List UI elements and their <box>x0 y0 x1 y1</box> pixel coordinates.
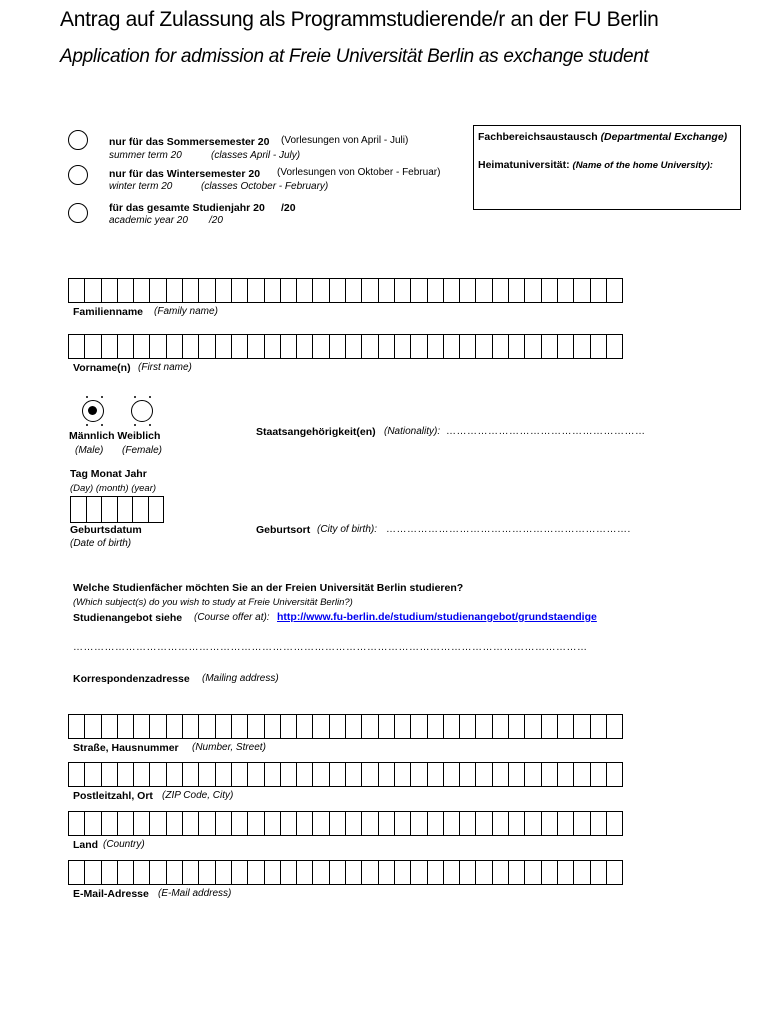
letter-cell[interactable] <box>459 860 476 885</box>
letter-cell[interactable] <box>215 811 232 836</box>
letter-cell[interactable] <box>475 762 492 787</box>
letter-cell[interactable] <box>280 334 297 359</box>
family-name-cells[interactable] <box>68 278 622 303</box>
home-en: (Name of the home University): <box>572 160 713 171</box>
radio-mark <box>134 424 136 426</box>
letter-cell[interactable] <box>117 278 134 303</box>
letter-cell[interactable] <box>149 762 166 787</box>
mailing-address-label: Korrespondenzadresse <box>73 673 190 685</box>
birth-cell[interactable] <box>86 496 103 523</box>
letter-cell[interactable] <box>345 278 362 303</box>
letter-cell[interactable] <box>182 334 199 359</box>
letter-cell[interactable] <box>166 860 183 885</box>
letter-cell[interactable] <box>410 334 427 359</box>
letter-cell[interactable] <box>378 278 395 303</box>
letter-cell[interactable] <box>508 762 525 787</box>
email-cells[interactable] <box>68 860 622 885</box>
academic-year-note: /20 <box>281 202 296 214</box>
letter-cell[interactable] <box>541 762 558 787</box>
letter-cell[interactable] <box>264 762 281 787</box>
study-question: Welche Studienfächer möchten Sie an der Freien Universität Berlin studieren? <box>73 582 464 594</box>
letter-cell[interactable] <box>247 714 264 739</box>
first-name-label: Vorname(n) <box>73 362 131 374</box>
letter-cell[interactable] <box>133 762 150 787</box>
letter-cell[interactable] <box>68 334 85 359</box>
letter-cell[interactable] <box>590 860 607 885</box>
letter-cell[interactable] <box>198 860 215 885</box>
letter-cell[interactable] <box>459 811 476 836</box>
letter-cell[interactable] <box>117 714 134 739</box>
birth-header: Tag Monat Jahr <box>70 468 147 480</box>
letter-cell[interactable] <box>606 714 623 739</box>
letter-cell[interactable] <box>231 860 248 885</box>
letter-cell[interactable] <box>264 334 281 359</box>
letter-cell[interactable] <box>410 714 427 739</box>
letter-cell[interactable] <box>296 334 313 359</box>
letter-cell[interactable] <box>443 334 460 359</box>
letter-cell[interactable] <box>166 714 183 739</box>
letter-cell[interactable] <box>117 334 134 359</box>
study-question-en: (Which subject(s) do you wish to study at Freie Universität Berlin?) <box>73 597 353 608</box>
first-name-en: (First name) <box>138 362 192 373</box>
letter-cell[interactable] <box>133 860 150 885</box>
letter-cell[interactable] <box>378 714 395 739</box>
letter-cell[interactable] <box>149 714 166 739</box>
country-cells[interactable] <box>68 811 622 836</box>
letter-cell[interactable] <box>84 334 101 359</box>
letter-cell[interactable] <box>541 278 558 303</box>
home-university-input[interactable] <box>478 176 733 204</box>
letter-cell[interactable] <box>166 334 183 359</box>
summer-term-en-note: (classes April - July) <box>211 150 301 161</box>
letter-cell[interactable] <box>427 714 444 739</box>
letter-cell[interactable] <box>590 334 607 359</box>
letter-cell[interactable] <box>149 860 166 885</box>
letter-cell[interactable] <box>606 811 623 836</box>
letter-cell[interactable] <box>345 860 362 885</box>
birth-date-cells[interactable] <box>70 496 163 523</box>
letter-cell[interactable] <box>524 334 541 359</box>
letter-cell[interactable] <box>312 334 329 359</box>
letter-cell[interactable] <box>133 811 150 836</box>
letter-cell[interactable] <box>557 811 574 836</box>
page-subtitle: Application for admission at Freie Universität Berlin as exchange student <box>60 46 649 67</box>
letter-cell[interactable] <box>492 334 509 359</box>
letter-cell[interactable] <box>492 714 509 739</box>
radio-winter-term[interactable] <box>68 165 88 185</box>
street-en: (Number, Street) <box>192 742 266 753</box>
letter-cell[interactable] <box>557 714 574 739</box>
letter-cell[interactable] <box>84 811 101 836</box>
letter-cell[interactable] <box>312 860 329 885</box>
academic-year-en: academic year 20 <box>109 215 188 226</box>
dept-en: (Departmental Exchange) <box>600 131 728 143</box>
letter-cell[interactable] <box>329 714 346 739</box>
birth-header-en: (Day) (month) (year) <box>70 483 157 494</box>
letter-cell[interactable] <box>459 714 476 739</box>
home-label: Heimatuniversität: <box>478 159 570 171</box>
letter-cell[interactable] <box>573 278 590 303</box>
letter-cell[interactable] <box>541 860 558 885</box>
zip-en: (ZIP Code, City) <box>162 790 234 801</box>
letter-cell[interactable] <box>117 860 134 885</box>
letter-cell[interactable] <box>345 762 362 787</box>
summer-term-label: nur für das Sommersemester 20 <box>109 136 270 148</box>
letter-cell[interactable] <box>133 334 150 359</box>
email-en: (E-Mail address) <box>158 888 232 899</box>
letter-cell[interactable] <box>231 714 248 739</box>
letter-cell[interactable] <box>280 811 297 836</box>
letter-cell[interactable] <box>101 860 118 885</box>
radio-mark <box>149 424 151 426</box>
letter-cell[interactable] <box>84 860 101 885</box>
first-name-cells[interactable] <box>68 334 622 359</box>
letter-cell[interactable] <box>101 714 118 739</box>
letter-cell[interactable] <box>117 811 134 836</box>
zip-cells[interactable] <box>68 762 622 787</box>
letter-cell[interactable] <box>198 714 215 739</box>
letter-cell[interactable] <box>492 278 509 303</box>
radio-female[interactable] <box>131 400 153 422</box>
departmental-exchange-label <box>478 131 727 143</box>
letter-cell[interactable] <box>84 762 101 787</box>
family-name-en: (Family name) <box>154 306 218 317</box>
letter-cell[interactable] <box>492 762 509 787</box>
letter-cell[interactable] <box>247 762 264 787</box>
letter-cell[interactable] <box>361 714 378 739</box>
letter-cell[interactable] <box>443 860 460 885</box>
study-subjects-input[interactable]: ………………………………………………………………………………………………………………………………… <box>73 642 588 653</box>
letter-cell[interactable] <box>215 334 232 359</box>
letter-cell[interactable] <box>231 278 248 303</box>
letter-cell[interactable] <box>475 278 492 303</box>
letter-cell[interactable] <box>296 278 313 303</box>
letter-cell[interactable] <box>280 860 297 885</box>
letter-cell[interactable] <box>475 811 492 836</box>
letter-cell[interactable] <box>329 334 346 359</box>
letter-cell[interactable] <box>443 714 460 739</box>
radio-summer-term[interactable] <box>68 130 88 150</box>
letter-cell[interactable] <box>247 278 264 303</box>
letter-cell[interactable] <box>182 278 199 303</box>
letter-cell[interactable] <box>394 811 411 836</box>
letter-cell[interactable] <box>133 278 150 303</box>
mailing-address-en: (Mailing address) <box>202 673 279 684</box>
letter-cell[interactable] <box>508 334 525 359</box>
letter-cell[interactable] <box>231 762 248 787</box>
page-title: Antrag auf Zulassung als Programmstudierende/r an der FU Berlin <box>60 8 659 31</box>
letter-cell[interactable] <box>394 762 411 787</box>
letter-cell[interactable] <box>149 811 166 836</box>
letter-cell[interactable] <box>427 811 444 836</box>
letter-cell[interactable] <box>329 860 346 885</box>
letter-cell[interactable] <box>264 811 281 836</box>
letter-cell[interactable] <box>541 811 558 836</box>
letter-cell[interactable] <box>296 811 313 836</box>
letter-cell[interactable] <box>606 860 623 885</box>
letter-cell[interactable] <box>524 714 541 739</box>
letter-cell[interactable] <box>68 278 85 303</box>
letter-cell[interactable] <box>573 334 590 359</box>
letter-cell[interactable] <box>166 278 183 303</box>
letter-cell[interactable] <box>84 714 101 739</box>
letter-cell[interactable] <box>361 860 378 885</box>
letter-cell[interactable] <box>345 714 362 739</box>
letter-cell[interactable] <box>166 762 183 787</box>
birth-place-en: (City of birth): <box>317 524 378 535</box>
radio-mark <box>149 396 151 398</box>
letter-cell[interactable] <box>312 762 329 787</box>
birth-place-label: Geburtsort <box>256 524 311 536</box>
letter-cell[interactable] <box>524 860 541 885</box>
letter-cell[interactable] <box>590 278 607 303</box>
letter-cell[interactable] <box>410 762 427 787</box>
letter-cell[interactable] <box>606 278 623 303</box>
letter-cell[interactable] <box>590 762 607 787</box>
letter-cell[interactable] <box>378 762 395 787</box>
letter-cell[interactable] <box>557 762 574 787</box>
country-label: Land <box>73 839 99 851</box>
letter-cell[interactable] <box>573 860 590 885</box>
letter-cell[interactable] <box>247 334 264 359</box>
letter-cell[interactable] <box>101 762 118 787</box>
letter-cell[interactable] <box>215 762 232 787</box>
letter-cell[interactable] <box>394 334 411 359</box>
letter-cell[interactable] <box>459 278 476 303</box>
letter-cell[interactable] <box>198 811 215 836</box>
winter-term-en-note: (classes October - February) <box>201 181 329 192</box>
letter-cell[interactable] <box>557 860 574 885</box>
letter-cell[interactable] <box>182 811 199 836</box>
letter-cell[interactable] <box>573 811 590 836</box>
letter-cell[interactable] <box>68 762 85 787</box>
summer-term-en: summer term 20 <box>109 150 182 161</box>
letter-cell[interactable] <box>182 714 199 739</box>
birth-date-label: Geburtsdatum <box>70 524 142 536</box>
letter-cell[interactable] <box>492 811 509 836</box>
gender-label: Männlich Weiblich <box>69 430 161 442</box>
country-en: (Country) <box>103 839 145 850</box>
letter-cell[interactable] <box>329 762 346 787</box>
letter-cell[interactable] <box>590 811 607 836</box>
letter-cell[interactable] <box>410 278 427 303</box>
winter-term-note: (Vorlesungen von Oktober - Februar) <box>277 167 441 178</box>
letter-cell[interactable] <box>198 278 215 303</box>
letter-cell[interactable] <box>361 334 378 359</box>
letter-cell[interactable] <box>524 762 541 787</box>
letter-cell[interactable] <box>394 278 411 303</box>
letter-cell[interactable] <box>524 278 541 303</box>
street-cells[interactable] <box>68 714 622 739</box>
female-en: (Female) <box>122 445 163 456</box>
birth-place-input[interactable]: ……………………………………………………………. <box>386 524 631 535</box>
letter-cell[interactable] <box>345 334 362 359</box>
radio-mark <box>86 396 88 398</box>
home-university-label <box>478 159 713 171</box>
letter-cell[interactable] <box>312 278 329 303</box>
radio-mark <box>134 396 136 398</box>
letter-cell[interactable] <box>101 278 118 303</box>
letter-cell[interactable] <box>541 334 558 359</box>
email-label: E-Mail-Adresse <box>73 888 149 900</box>
letter-cell[interactable] <box>133 714 150 739</box>
nationality-input[interactable]: ………………………………………………… <box>446 426 646 437</box>
winter-term-en: winter term 20 <box>109 181 173 192</box>
letter-cell[interactable] <box>296 762 313 787</box>
letter-cell[interactable] <box>427 860 444 885</box>
letter-cell[interactable] <box>606 762 623 787</box>
letter-cell[interactable] <box>394 714 411 739</box>
radio-mark <box>101 396 103 398</box>
letter-cell[interactable] <box>378 811 395 836</box>
letter-cell[interactable] <box>508 278 525 303</box>
letter-cell[interactable] <box>198 762 215 787</box>
letter-cell[interactable] <box>296 860 313 885</box>
letter-cell[interactable] <box>427 278 444 303</box>
letter-cell[interactable] <box>459 334 476 359</box>
letter-cell[interactable] <box>68 714 85 739</box>
radio-mark <box>86 424 88 426</box>
birth-cell[interactable] <box>148 496 165 523</box>
street-label: Straße, Hausnummer <box>73 742 179 754</box>
letter-cell[interactable] <box>264 278 281 303</box>
letter-cell[interactable] <box>68 811 85 836</box>
winter-term-label: nur für das Wintersemester 20 <box>109 168 261 180</box>
course-offer-label: Studienangebot siehe <box>73 612 183 624</box>
zip-label: Postleitzahl, Ort <box>73 790 153 802</box>
letter-cell[interactable] <box>329 811 346 836</box>
letter-cell[interactable] <box>84 278 101 303</box>
letter-cell[interactable] <box>101 334 118 359</box>
letter-cell[interactable] <box>231 811 248 836</box>
birth-cell[interactable] <box>132 496 149 523</box>
letter-cell[interactable] <box>378 860 395 885</box>
course-offer-link[interactable]: http://www.fu-berlin.de/studium/studienangebot/grundstaendige <box>277 611 597 623</box>
letter-cell[interactable] <box>198 334 215 359</box>
letter-cell[interactable] <box>247 860 264 885</box>
letter-cell[interactable] <box>345 811 362 836</box>
letter-cell[interactable] <box>443 762 460 787</box>
birth-cell[interactable] <box>101 496 118 523</box>
letter-cell[interactable] <box>427 762 444 787</box>
letter-cell[interactable] <box>231 334 248 359</box>
letter-cell[interactable] <box>508 811 525 836</box>
letter-cell[interactable] <box>492 860 509 885</box>
letter-cell[interactable] <box>459 762 476 787</box>
letter-cell[interactable] <box>361 811 378 836</box>
letter-cell[interactable] <box>312 714 329 739</box>
academic-year-en-note: /20 <box>209 215 223 226</box>
letter-cell[interactable] <box>557 278 574 303</box>
letter-cell[interactable] <box>280 714 297 739</box>
letter-cell[interactable] <box>524 811 541 836</box>
letter-cell[interactable] <box>215 860 232 885</box>
birth-date-en: (Date of birth) <box>70 538 132 549</box>
letter-cell[interactable] <box>508 714 525 739</box>
letter-cell[interactable] <box>182 762 199 787</box>
nationality-en: (Nationality): <box>384 426 441 437</box>
letter-cell[interactable] <box>264 714 281 739</box>
letter-cell[interactable] <box>475 334 492 359</box>
radio-academic-year[interactable] <box>68 203 88 223</box>
letter-cell[interactable] <box>166 811 183 836</box>
radio-male[interactable] <box>82 400 104 422</box>
male-en: (Male) <box>75 445 104 456</box>
letter-cell[interactable] <box>117 762 134 787</box>
letter-cell[interactable] <box>149 278 166 303</box>
letter-cell[interactable] <box>573 714 590 739</box>
letter-cell[interactable] <box>443 811 460 836</box>
course-offer-en: (Course offer at): <box>194 612 270 623</box>
letter-cell[interactable] <box>296 714 313 739</box>
letter-cell[interactable] <box>361 278 378 303</box>
letter-cell[interactable] <box>68 860 85 885</box>
letter-cell[interactable] <box>557 334 574 359</box>
nationality-label: Staatsangehörigkeit(en) <box>256 426 376 438</box>
radio-selected-dot <box>88 406 97 415</box>
letter-cell[interactable] <box>215 278 232 303</box>
letter-cell[interactable] <box>101 811 118 836</box>
letter-cell[interactable] <box>475 714 492 739</box>
letter-cell[interactable] <box>443 278 460 303</box>
letter-cell[interactable] <box>312 811 329 836</box>
letter-cell[interactable] <box>378 334 395 359</box>
letter-cell[interactable] <box>590 714 607 739</box>
dept-label: Fachbereichsaustausch <box>478 131 598 143</box>
letter-cell[interactable] <box>475 860 492 885</box>
letter-cell[interactable] <box>329 278 346 303</box>
letter-cell[interactable] <box>247 811 264 836</box>
family-name-label: Familienname <box>73 306 144 318</box>
letter-cell[interactable] <box>573 762 590 787</box>
letter-cell[interactable] <box>280 762 297 787</box>
radio-mark <box>101 424 103 426</box>
letter-cell[interactable] <box>361 762 378 787</box>
letter-cell[interactable] <box>606 334 623 359</box>
letter-cell[interactable] <box>410 860 427 885</box>
letter-cell[interactable] <box>280 278 297 303</box>
letter-cell[interactable] <box>182 860 199 885</box>
letter-cell[interactable] <box>215 714 232 739</box>
letter-cell[interactable] <box>541 714 558 739</box>
letter-cell[interactable] <box>394 860 411 885</box>
summer-term-note: (Vorlesungen von April - Juli) <box>281 135 409 146</box>
birth-cell[interactable] <box>117 496 134 523</box>
letter-cell[interactable] <box>427 334 444 359</box>
academic-year-label: für das gesamte Studienjahr 20 <box>109 202 265 214</box>
letter-cell[interactable] <box>508 860 525 885</box>
letter-cell[interactable] <box>264 860 281 885</box>
letter-cell[interactable] <box>410 811 427 836</box>
letter-cell[interactable] <box>149 334 166 359</box>
birth-cell[interactable] <box>70 496 87 523</box>
